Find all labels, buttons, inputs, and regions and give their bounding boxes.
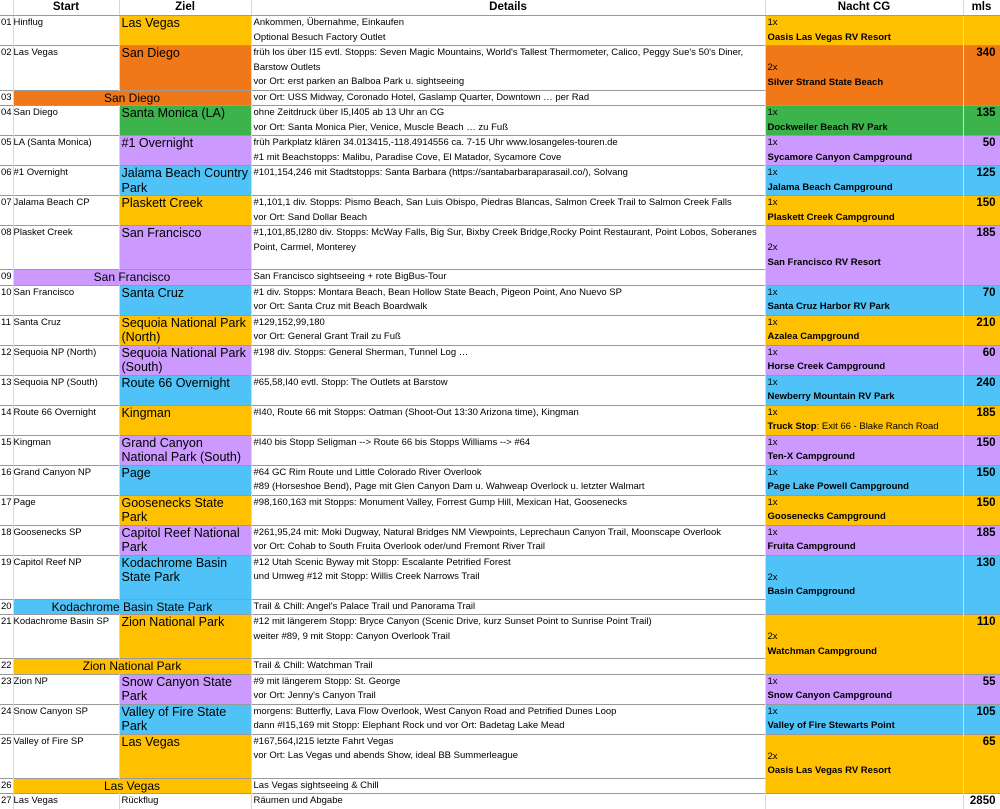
details-cell[interactable] — [251, 345, 765, 375]
details-cell[interactable] — [251, 525, 765, 555]
campground-name-line — [768, 510, 963, 525]
start-cell[interactable]: Jalama Beach CP — [13, 196, 119, 226]
start-cell[interactable]: Route 66 Overnight — [13, 405, 119, 435]
campground-cell[interactable] — [765, 285, 963, 315]
table-row — [0, 794, 1000, 809]
start-cell[interactable]: Plasket Creek — [13, 226, 119, 270]
details-cell[interactable] — [251, 615, 765, 659]
campground-name-line — [768, 540, 963, 555]
campground-cell[interactable] — [765, 794, 963, 809]
day-number[interactable]: 26 — [0, 778, 13, 794]
day-number[interactable]: 23 — [0, 674, 13, 704]
details-line: Point, Carmel, Monterey — [253, 241, 356, 253]
ziel-cell[interactable]: Goosenecks State Park — [119, 495, 251, 525]
table-row — [0, 465, 1000, 495]
details-line: und Umweg #12 mit Stopp: Willis Creek Narrows Trail — [253, 571, 480, 582]
miles-cell[interactable]: 125 — [963, 166, 1000, 196]
campground-name-line — [768, 76, 963, 91]
ziel-cell[interactable]: Route 66 Overnight — [119, 375, 251, 405]
day-number[interactable]: 01 — [0, 16, 13, 46]
day-number[interactable]: 06 — [0, 166, 13, 196]
miles-cell[interactable]: 110 — [963, 615, 1000, 675]
details-line: ohne Zeitdruck über I5,I405 ab 13 Uhr an CG — [253, 107, 445, 118]
miles-cell[interactable]: 130 — [963, 555, 1000, 615]
details-line: Ankommen, Übernahme, Einkaufen — [253, 17, 404, 28]
day-number[interactable]: 04 — [0, 106, 13, 136]
campground-name-line — [768, 645, 963, 660]
details-line: San Francisco sightseeing + rote BigBus-Tour — [253, 271, 447, 282]
campground-name: Valley of Fire Stewarts Point — [767, 720, 895, 731]
table-row — [0, 495, 1000, 525]
campground-name: Newberry Mountain RV Park — [767, 391, 895, 402]
details-line: #I40 bis Stopp Seligman --> Route 66 bis Stopps Williams --> #64 — [253, 436, 531, 448]
campground-count: 2x — [767, 750, 778, 762]
campground-name-line — [768, 480, 963, 495]
details-line: Trail & Chill: Angel's Palace Trail und Panorama Trail — [253, 600, 476, 612]
campground-cell[interactable] — [765, 166, 963, 196]
day-number[interactable]: 09 — [0, 270, 13, 286]
start-cell[interactable]: Capitol Reef NP — [13, 555, 119, 599]
details-line: #1,101,85,I280 div. Stopps: McWay Falls, Big Sur, Bixby Creek Bridge,Rocky Point Restaurant, Point Lobos, Soberanes — [253, 227, 757, 238]
campground-cell[interactable] — [765, 405, 963, 435]
campground-count: 1x — [767, 197, 778, 208]
details-line: dann #I15,169 mit Stopp: Elephant Rock und vor Ort: Badetag Lake Mead — [253, 720, 565, 731]
campground-name-line — [768, 31, 963, 46]
details-line: vor Ort: General Grant Trail zu Fuß — [253, 331, 401, 342]
campground-name: Dockweiler Beach RV Park — [767, 121, 888, 133]
day-number[interactable]: 24 — [0, 704, 13, 734]
start-cell[interactable]: Snow Canyon SP — [13, 704, 119, 734]
campground-name: Truck Stop — [767, 421, 817, 432]
campground-cell[interactable] — [765, 734, 963, 794]
day-number[interactable]: 08 — [0, 226, 13, 270]
ziel-cell[interactable]: Sequoia National Park (South) — [119, 345, 251, 375]
campground-name-line — [768, 585, 963, 600]
campground-cell[interactable] — [765, 46, 963, 106]
details-cell[interactable] — [251, 16, 765, 46]
start-cell[interactable]: LA (Santa Monica) — [13, 136, 119, 166]
details-line: #129,152,99,180 — [253, 316, 325, 328]
table-row — [0, 435, 1000, 465]
campground-count: 1x — [767, 167, 778, 178]
ziel-cell[interactable]: Snow Canyon State Park — [119, 674, 251, 704]
details-line: #1,101,1 div. Stopps: Pismo Beach, San Luis Obispo, Piedras Blancas, Salmon Creek Trail to Salmon Creek Falls — [253, 197, 732, 208]
start-cell[interactable]: San Diego — [13, 106, 119, 136]
details-cell[interactable] — [251, 226, 765, 270]
start-cell[interactable]: Grand Canyon NP — [13, 465, 119, 495]
table-row — [0, 525, 1000, 555]
day-number[interactable]: 11 — [0, 315, 13, 345]
campground-name-line — [768, 390, 963, 405]
miles-cell[interactable]: 150 — [963, 196, 1000, 226]
campground-count: 1x — [767, 376, 778, 388]
day-number[interactable]: 10 — [0, 285, 13, 315]
campground-name: Page Lake Powell Campground — [767, 481, 909, 492]
details-cell[interactable] — [251, 734, 765, 778]
campground-name: Goosenecks Campground — [767, 511, 886, 522]
day-number[interactable]: 16 — [0, 465, 13, 495]
start-cell[interactable]: Las Vegas — [13, 794, 119, 809]
table-row — [0, 704, 1000, 734]
campground-name-line — [768, 420, 963, 435]
details-line: #1 div. Stopps: Montara Beach, Bean Hollow State Beach, Pigeon Point, Ano Nuevo SP — [253, 286, 622, 298]
day-number[interactable]: 17 — [0, 495, 13, 525]
day-number[interactable]: 02 — [0, 46, 13, 91]
table-row — [0, 405, 1000, 435]
day-number[interactable]: 19 — [0, 555, 13, 599]
table-row — [0, 555, 1000, 599]
ziel-cell[interactable]: Santa Cruz — [119, 285, 251, 315]
miles-cell[interactable]: 65 — [963, 734, 1000, 794]
details-cell[interactable] — [251, 375, 765, 405]
details-line: vor Ort: Las Vegas und abends Show, ideal BB Summerleague — [253, 750, 519, 761]
miles-cell[interactable]: 135 — [963, 106, 1000, 136]
miles-cell[interactable]: 60 — [963, 345, 1000, 375]
campground-count: 2x — [767, 631, 778, 642]
start-cell[interactable]: Sequoia NP (North) — [13, 345, 119, 375]
ziel-cell[interactable]: Santa Monica (LA) — [119, 106, 251, 136]
campground-count: 2x — [767, 242, 778, 253]
table-row — [0, 46, 1000, 91]
campground-cell[interactable] — [765, 375, 963, 405]
miles-cell[interactable]: 150 — [963, 465, 1000, 495]
campground-name: Ten-X Campground — [767, 451, 855, 462]
table-row — [0, 106, 1000, 136]
campground-name-line — [768, 121, 963, 136]
campground-count: 1x — [767, 107, 778, 118]
details-line: #261,95,24 mit: Moki Dugway, Natural Bridges NM Viewpoints, Leprechaun Canyon Trail, Moonscape Overlook — [253, 526, 721, 538]
campground-name: Fruita Campground — [767, 541, 856, 552]
ziel-cell[interactable]: Page — [119, 465, 251, 495]
details-line: weiter #89, 9 mit Stopp: Canyon Overlook Trail — [253, 630, 450, 642]
campground-cell[interactable] — [765, 555, 963, 615]
details-cell[interactable] — [251, 106, 765, 136]
campground-count: 1x — [767, 346, 778, 358]
ziel-cell[interactable]: San Diego — [119, 46, 251, 91]
header-nr[interactable] — [0, 0, 13, 16]
ziel-cell[interactable]: Zion National Park — [119, 615, 251, 659]
details-line: früh los über I15 evtl. Stopps: Seven Magic Mountains, World's Tallest Thermometer, Calico, Peggy Sue's 50's Diner, — [253, 47, 744, 58]
start-cell[interactable]: Kingman — [13, 435, 119, 465]
campground-name-line — [768, 450, 963, 465]
table-row — [0, 674, 1000, 704]
merged-day-cell[interactable]: Kodachrome Basin State Park — [13, 599, 251, 615]
miles-cell[interactable]: 50 — [963, 136, 1000, 166]
miles-cell[interactable]: 150 — [963, 495, 1000, 525]
ziel-cell[interactable]: Valley of Fire State Park — [119, 704, 251, 734]
day-number[interactable]: 05 — [0, 136, 13, 166]
details-cell[interactable] — [251, 435, 765, 465]
ziel-cell[interactable]: Capitol Reef National Park — [119, 525, 251, 555]
ziel-cell[interactable]: Las Vegas — [119, 734, 251, 778]
details-cell[interactable] — [251, 46, 765, 91]
campground-name-line — [768, 211, 963, 226]
campground-count: 1x — [767, 286, 778, 298]
campground-name: Basin Campground — [767, 586, 856, 597]
itinerary-body — [0, 16, 1000, 809]
day-number[interactable]: 14 — [0, 405, 13, 435]
campground-count: 1x — [767, 496, 778, 508]
merged-day-cell[interactable]: San Francisco — [13, 270, 251, 286]
details-cell[interactable] — [251, 555, 765, 599]
merged-day-cell[interactable]: Las Vegas — [13, 778, 251, 794]
details-cell[interactable] — [251, 405, 765, 435]
miles-cell[interactable]: 185 — [963, 525, 1000, 555]
details-line: #98,160,163 mit Stopps: Monument Valley, Forrest Gump Hill, Mexican Hat, Goosenecks — [253, 496, 627, 508]
details-cell[interactable] — [251, 599, 765, 615]
table-row — [0, 315, 1000, 345]
details-cell[interactable] — [251, 674, 765, 704]
ziel-cell[interactable]: Kingman — [119, 405, 251, 435]
details-line: vor Ort: USS Midway, Coronado Hotel, Gaslamp Quarter, Downtown … per Rad — [253, 91, 590, 103]
miles-cell[interactable]: 185 — [963, 226, 1000, 286]
details-line: #198 div. Stopps: General Sherman, Tunnel Log … — [253, 346, 469, 358]
details-cell[interactable] — [251, 794, 765, 809]
campground-cell[interactable] — [765, 495, 963, 525]
ziel-cell[interactable]: Grand Canyon National Park (South) — [119, 435, 251, 465]
day-number[interactable]: 21 — [0, 615, 13, 659]
miles-cell[interactable]: 150 — [963, 435, 1000, 465]
start-cell[interactable]: Hinflug — [13, 16, 119, 46]
details-cell[interactable] — [251, 166, 765, 196]
campground-count: 1x — [767, 526, 778, 538]
start-cell[interactable]: Sequoia NP (South) — [13, 375, 119, 405]
table-row — [0, 226, 1000, 270]
miles-cell[interactable]: 2850 — [963, 794, 1000, 809]
details-line: Trail & Chill: Watchman Trail — [253, 660, 373, 671]
header-row — [0, 0, 1000, 16]
day-number[interactable]: 25 — [0, 734, 13, 778]
ziel-cell[interactable]: Sequoia National Park (North) — [119, 315, 251, 345]
start-cell[interactable]: Kodachrome Basin SP — [13, 615, 119, 659]
details-cell[interactable] — [251, 196, 765, 226]
day-number[interactable]: 20 — [0, 599, 13, 615]
campground-cell[interactable] — [765, 16, 963, 46]
merged-day-cell[interactable]: San Diego — [13, 90, 251, 106]
campground-name-line — [768, 330, 963, 345]
details-line: #64 GC Rim Route und Little Colorado River Overlook — [253, 466, 482, 478]
campground-cell[interactable] — [765, 196, 963, 226]
campground-name-line — [768, 719, 963, 734]
miles-cell[interactable]: 240 — [963, 375, 1000, 405]
campground-name: Oasis Las Vegas RV Resort — [767, 31, 891, 43]
campground-count: 1x — [767, 137, 778, 148]
details-line: #12 Utah Scenic Byway mit Stopp: Escalante Petrified Forest — [253, 556, 511, 568]
details-line: vor Ort: Jenny's Canyon Trail — [253, 690, 376, 701]
details-line: vor Ort: Cohab to South Fruita Overlook oder/und Fremont River Trail — [253, 541, 545, 552]
campground-name: Silver Strand State Beach — [767, 76, 884, 88]
details-cell[interactable] — [251, 778, 765, 794]
day-number[interactable]: 07 — [0, 196, 13, 226]
details-cell[interactable] — [251, 465, 765, 495]
details-line: vor Ort: Santa Cruz mit Beach Boardwalk — [253, 301, 428, 312]
day-number[interactable]: 15 — [0, 435, 13, 465]
table-row — [0, 615, 1000, 659]
details-cell[interactable] — [251, 285, 765, 315]
day-number[interactable]: 03 — [0, 90, 13, 106]
details-line: #I40, Route 66 mit Stopps: Oatman (Shoot-Out 13:30 Arizona time), Kingman — [253, 406, 579, 418]
campground-cell[interactable] — [765, 345, 963, 375]
campground-count: 1x — [767, 675, 778, 687]
details-cell[interactable] — [251, 270, 765, 286]
campground-name: Watchman Campground — [767, 645, 877, 657]
campground-count: 1x — [767, 17, 778, 28]
campground-name: Snow Canyon Campground — [767, 690, 893, 701]
campground-cell[interactable] — [765, 704, 963, 734]
campground-count: 2x — [767, 62, 778, 73]
campground-name-line — [768, 256, 963, 271]
campground-name: Oasis Las Vegas RV Resort — [767, 765, 891, 776]
details-line: #9 mit längerem Stopp: St. George — [253, 675, 401, 687]
campground-cell[interactable] — [765, 674, 963, 704]
day-number[interactable]: 27 — [0, 794, 13, 809]
campground-cell[interactable] — [765, 136, 963, 166]
campground-count: 1x — [767, 466, 778, 478]
header-start[interactable]: Start — [13, 0, 119, 16]
campground-cell[interactable] — [765, 435, 963, 465]
miles-cell[interactable]: 70 — [963, 285, 1000, 315]
details-line: #65,58,I40 evtl. Stopp: The Outlets at Barstow — [253, 376, 448, 388]
campground-name: Plaskett Creek Campground — [767, 211, 895, 223]
miles-cell[interactable]: 340 — [963, 46, 1000, 106]
campground-cell[interactable] — [765, 525, 963, 555]
details-cell[interactable] — [251, 704, 765, 734]
campground-name-line — [768, 151, 963, 166]
campground-name-line — [768, 689, 963, 704]
header-ziel[interactable]: Ziel — [119, 0, 251, 16]
miles-cell[interactable]: 105 — [963, 704, 1000, 734]
details-cell[interactable] — [251, 136, 765, 166]
details-line: #1 mit Beachstopps: Malibu, Paradise Cove, El Matador, Sycamore Cove — [253, 151, 562, 163]
details-cell[interactable] — [251, 495, 765, 525]
start-cell[interactable]: San Francisco — [13, 285, 119, 315]
details-line: Optional Besuch Factory Outlet — [253, 31, 386, 43]
miles-cell[interactable]: 55 — [963, 674, 1000, 704]
campground-count: 1x — [767, 705, 778, 717]
details-line: #12 mit längerem Stopp: Bryce Canyon (Scenic Drive, kurz Sunset Point to Sunrise Point Trail) — [253, 616, 652, 627]
details-line: vor Ort: erst parken an Balboa Park u. sightseeing — [253, 76, 465, 87]
ziel-cell[interactable]: Kodachrome Basin State Park — [119, 555, 251, 599]
campground-count: 2x — [767, 571, 778, 583]
ziel-cell[interactable]: Las Vegas — [119, 16, 251, 46]
details-cell[interactable] — [251, 315, 765, 345]
campground-name-line — [768, 764, 963, 779]
details-line: Las Vegas sightseeing & Chill — [253, 779, 379, 791]
campground-name: Azalea Campground — [767, 331, 860, 342]
table-row — [0, 345, 1000, 375]
start-cell[interactable]: Las Vegas — [13, 46, 119, 91]
day-number[interactable]: 13 — [0, 375, 13, 405]
ziel-cell[interactable]: Jalama Beach Country Park — [119, 166, 251, 196]
details-line: #167,564,I215 letzte Fahrt Vegas — [253, 735, 394, 747]
miles-cell[interactable]: 185 — [963, 405, 1000, 435]
start-cell[interactable]: #1 Overnight — [13, 166, 119, 196]
campground-cell[interactable] — [765, 315, 963, 345]
header-mls[interactable]: mls — [963, 0, 1000, 16]
campground-cell[interactable] — [765, 106, 963, 136]
details-line: Räumen und Abgabe — [253, 795, 343, 806]
start-cell[interactable]: Goosenecks SP — [13, 525, 119, 555]
table-row — [0, 196, 1000, 226]
details-line: vor Ort: Santa Monica Pier, Venice, Muscle Beach … zu Fuß — [253, 121, 508, 133]
campground-count: 1x — [767, 436, 778, 448]
details-line: früh Parkplatz klären 34.013415,-118.4914556 ca. 7-15 Uhr www.losangeles-touren.de — [253, 137, 618, 148]
start-cell[interactable]: Zion NP — [13, 674, 119, 704]
table-row — [0, 166, 1000, 196]
campground-cell[interactable] — [765, 226, 963, 286]
campground-suffix: : Exit 66 - Blake Ranch Road — [816, 421, 939, 432]
details-line: vor Ort: Sand Dollar Beach — [253, 211, 368, 223]
campground-cell[interactable] — [765, 615, 963, 675]
table-row — [0, 136, 1000, 166]
campground-name: Jalama Beach Campground — [767, 181, 893, 193]
details-line: morgens: Butterfly, Lava Flow Overlook, West Canyon Road and Petrified Dunes Loop — [253, 705, 617, 717]
start-cell[interactable]: Valley of Fire SP — [13, 734, 119, 778]
campground-cell[interactable] — [765, 465, 963, 495]
day-number[interactable]: 12 — [0, 345, 13, 375]
campground-name: Horse Creek Campground — [767, 361, 886, 372]
day-number[interactable]: 18 — [0, 525, 13, 555]
campground-name: San Francisco RV Resort — [767, 256, 881, 268]
campground-count: 1x — [767, 406, 778, 418]
ziel-cell[interactable]: Rückflug — [119, 794, 251, 809]
table-row — [0, 16, 1000, 46]
ziel-cell[interactable]: Plaskett Creek — [119, 196, 251, 226]
details-line: #89 (Horseshoe Bend), Page mit Glen Canyon Dam u. Wahweap Overlock u. letzter Walmart — [253, 481, 645, 492]
campground-count: 1x — [767, 316, 778, 328]
miles-cell[interactable]: 210 — [963, 315, 1000, 345]
table-row — [0, 375, 1000, 405]
header-details[interactable]: Details — [251, 0, 765, 16]
ziel-cell[interactable]: San Francisco — [119, 226, 251, 270]
details-cell[interactable] — [251, 659, 765, 675]
header-nacht-cg[interactable]: Nacht CG — [765, 0, 963, 16]
start-cell[interactable]: Page — [13, 495, 119, 525]
start-cell[interactable]: Santa Cruz — [13, 315, 119, 345]
merged-day-cell[interactable]: Zion National Park — [13, 659, 251, 675]
details-line: #101,154,246 mit Stadtstopps: Santa Barbara (https://santabarbaraparasail.co/), Solvang — [253, 167, 628, 178]
campground-name-line — [768, 360, 963, 375]
campground-name-line — [768, 181, 963, 196]
ziel-cell[interactable]: #1 Overnight — [119, 136, 251, 166]
miles-cell[interactable] — [963, 16, 1000, 46]
campground-name-line — [768, 300, 963, 315]
table-row — [0, 285, 1000, 315]
table-row — [0, 734, 1000, 778]
day-number[interactable]: 22 — [0, 659, 13, 675]
campground-name: Santa Cruz Harbor RV Park — [767, 301, 890, 312]
details-cell[interactable] — [251, 90, 765, 106]
details-line: Barstow Outlets — [253, 61, 321, 73]
campground-name: Sycamore Canyon Campground — [767, 151, 913, 163]
